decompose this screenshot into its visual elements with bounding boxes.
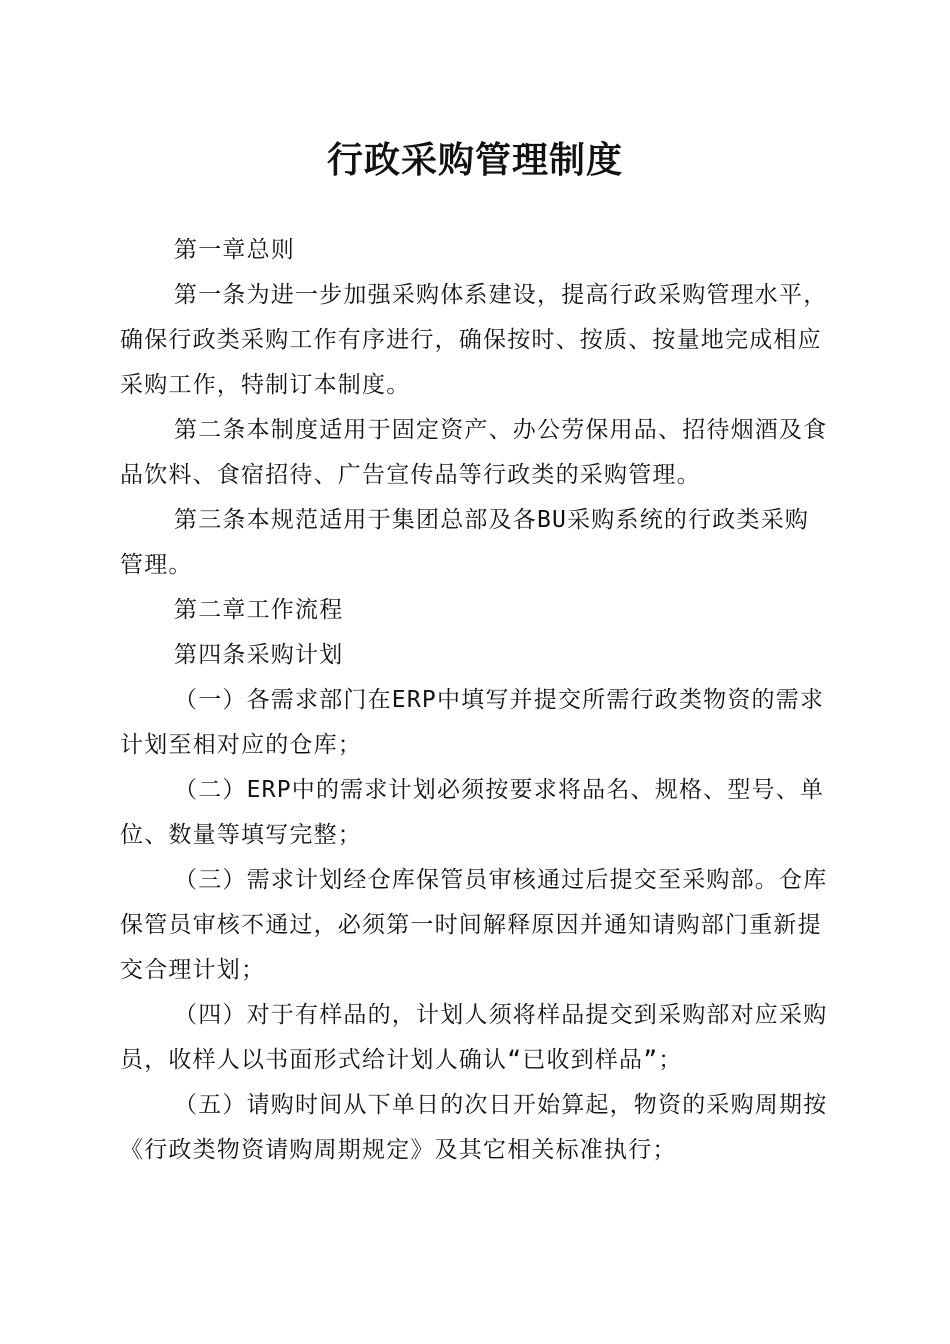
- chapter-heading: 第二章工作流程: [174, 597, 344, 623]
- document-title: 行政采购管理制度: [326, 139, 623, 181]
- article-paragraph: 第二条本制度适用于固定资产、办公劳保用品、招待烟酒及食品饮料、食宿招待、广告宣传品等行政类的采购管理。: [120, 417, 828, 488]
- list-item: （二）ERP中的需求计划必须按要求将品名、规格、型号、单位、数量等填写完整；: [120, 777, 825, 848]
- list-item: （五）请购时间从下单日的次日开始算起，物资的采购周期按《行政类物资请购周期规定》及其它相关标准执行；: [120, 1092, 828, 1163]
- list-item: （三）需求计划经仓库保管员审核通过后提交至采购部。仓库保管员审核不通过，必须第一时间解释原因并通知请购部门重新提交合理计划；: [120, 867, 828, 983]
- chapter-heading: 第一章总则: [174, 237, 295, 263]
- article-heading: 第四条采购计划: [174, 642, 344, 668]
- list-item: （一）各需求部门在ERP中填写并提交所需行政类物资的需求计划至相对应的仓库；: [120, 687, 825, 758]
- list-item: （四）对于有样品的，计划人须将样品提交到采购部对应采购员，收样人以书面形式给计划人确认“已收到样品”；: [120, 1002, 828, 1073]
- article-paragraph: 第三条本规范适用于集团总部及各BU采购系统的行政类采购管理。: [120, 507, 810, 578]
- article-paragraph: 第一条为进一步加强采购体系建设，提高行政采购管理水平，确保行政类采购工作有序进行，确保按时、按质、按量地完成相应采购工作，特制订本制度。: [120, 282, 828, 398]
- document-body: [120, 228, 832, 1173]
